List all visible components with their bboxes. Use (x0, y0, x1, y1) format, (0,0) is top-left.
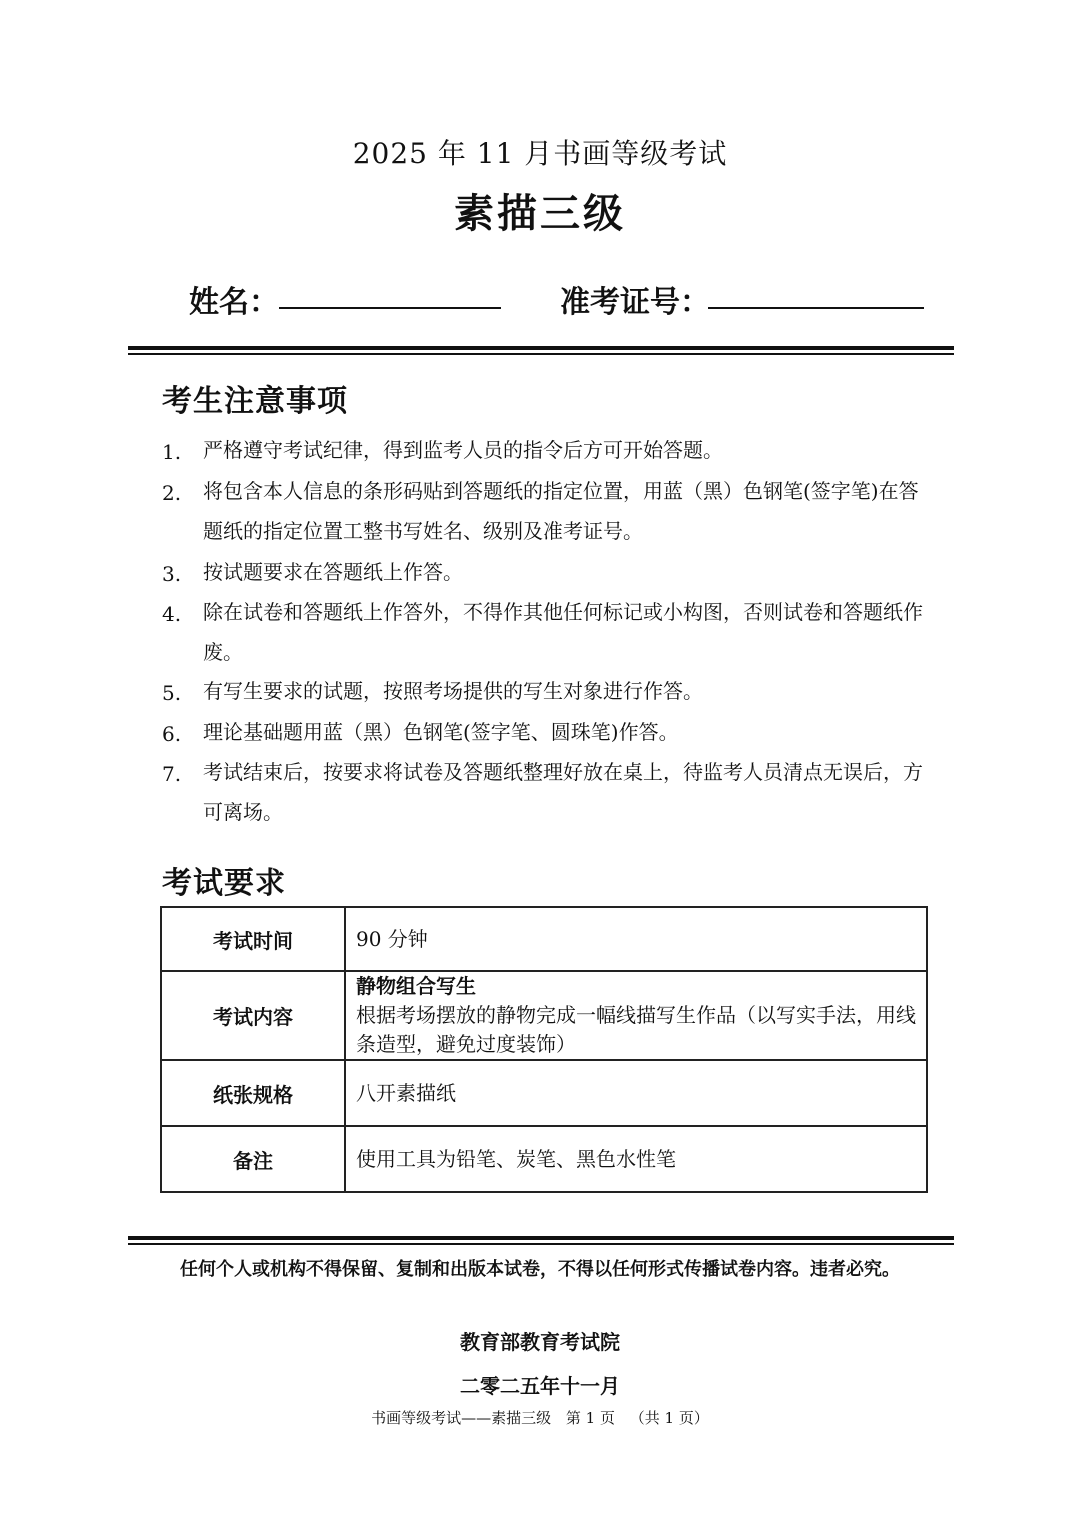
notice-item: 除在试卷和答题纸上作答外，不得作其他任何标记或小构图，否则试卷和答题纸作废。 (203, 600, 923, 664)
exam-id-label: 准考证号： (560, 285, 710, 320)
row-value: 90 分钟 (345, 907, 927, 971)
divider-thick (128, 346, 954, 350)
notice-number: 4. (162, 602, 182, 626)
row-label: 考试时间 (161, 907, 345, 971)
notice-item: 严格遵守考试纪律，得到监考人员的指令后方可开始答题。 (203, 438, 723, 462)
name-field[interactable] (279, 307, 501, 309)
requirements-table (160, 906, 928, 1193)
level-title: 素描三级 (454, 190, 626, 237)
content-description: 根据考场摆放的静物完成一幅线描写生作品（以写实手法，用线条造型，避免过度装饰） (356, 1003, 916, 1056)
notice-item: 有写生要求的试题，按照考场提供的写生对象进行作答。 (203, 679, 703, 703)
row-value (345, 971, 927, 1060)
divider-thin (128, 353, 954, 355)
footer-page-total: （共 1 页） (629, 1409, 709, 1427)
row-value: 八开素描纸 (345, 1060, 927, 1126)
divider-thin (128, 1243, 954, 1245)
issue-date: 二零二五年十一月 (460, 1374, 620, 1398)
notice-number: 7. (162, 762, 182, 786)
notice-number: 6. (162, 722, 182, 746)
exam-title: 2025 年 11 月书画等级考试 (352, 137, 728, 170)
notice-item: 理论基础题用蓝（黑）色钢笔(签字笔、圆珠笔)作答。 (203, 720, 679, 744)
table-row (161, 907, 927, 971)
row-label: 考试内容 (161, 971, 345, 1060)
row-value: 使用工具为铅笔、炭笔、黑色水性笔 (345, 1126, 927, 1192)
exam-id-field[interactable] (708, 307, 924, 309)
requirements-heading: 考试要求 (162, 866, 286, 901)
content-title: 静物组合写生 (356, 974, 476, 998)
issuer: 教育部教育考试院 (460, 1330, 620, 1354)
table-row (161, 971, 927, 1060)
notice-item: 将包含本人信息的条形码贴到答题纸的指定位置，用蓝（黑）色钢笔(签字笔)在答题纸的指定位置工整书写姓名、级别及准考证号。 (203, 479, 919, 543)
footer-page-number: 第 1 页 (565, 1409, 615, 1427)
footer-subject: 书画等级考试——素描三级 (371, 1409, 552, 1427)
page-footer (0, 1407, 1080, 1428)
row-label: 纸张规格 (161, 1060, 345, 1126)
row-label: 备注 (161, 1126, 345, 1192)
name-label: 姓名： (189, 285, 279, 320)
table-row (161, 1060, 927, 1126)
table-row (161, 1126, 927, 1192)
notice-item: 按试题要求在答题纸上作答。 (203, 560, 463, 584)
notices-heading: 考生注意事项 (162, 384, 348, 419)
divider-thick (128, 1236, 954, 1240)
notice-number: 1. (162, 440, 182, 464)
copyright-notice: 任何个人或机构不得保留、复制和出版本试卷，不得以任何形式传播试卷内容。违者必究。 (180, 1259, 900, 1280)
notice-number: 5. (162, 681, 182, 705)
notice-number: 2. (162, 481, 182, 505)
notice-number: 3. (162, 562, 182, 586)
notice-item: 考试结束后，按要求将试卷及答题纸整理好放在桌上，待监考人员清点无误后，方可离场。 (203, 760, 923, 824)
